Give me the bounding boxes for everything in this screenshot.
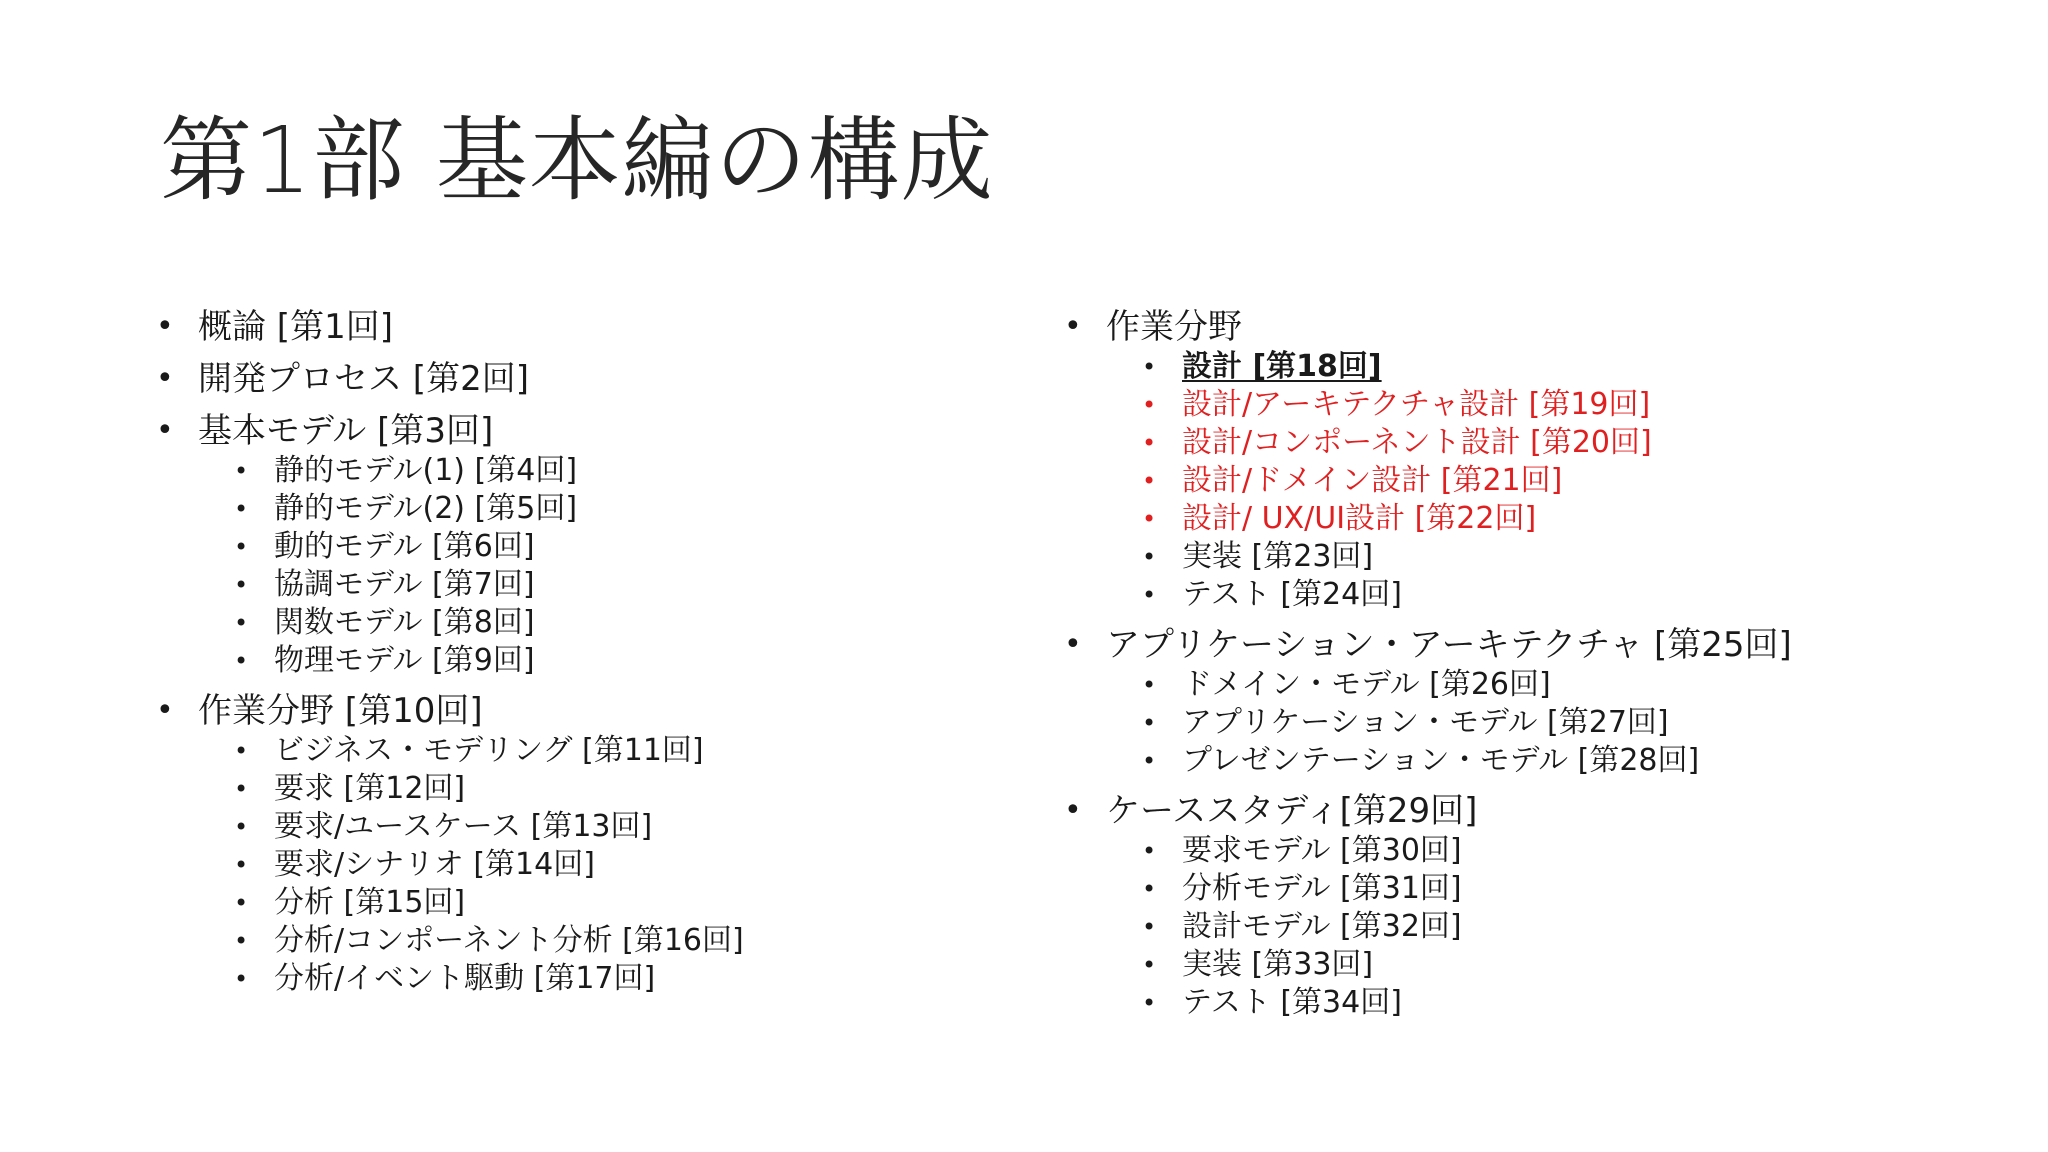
sub-outline-item (1058, 946, 2018, 984)
outline-item-label: 開発プロセス [第2回] (198, 359, 529, 399)
bullet-icon: • (234, 495, 249, 523)
sub-outline-item (150, 884, 1010, 922)
sub-outline-item (1058, 666, 2018, 704)
sub-outline-item (1058, 538, 2018, 576)
sub-outline-item (1058, 386, 2018, 424)
outline-item-label: 概論 [第1回] (198, 307, 393, 347)
bullet-icon: • (1142, 671, 1157, 699)
sub-outline-item (150, 922, 1010, 960)
sub-outline-item-label: 実装 [第33回] (1182, 947, 1374, 982)
outline-item (1058, 302, 2018, 352)
outline-item-label: 作業分野 (1106, 307, 1242, 347)
sub-outline-item-label: ドメイン・モデル [第26回] (1182, 667, 1551, 702)
bullet-icon: • (1142, 913, 1157, 941)
bullet-icon: • (1142, 543, 1157, 571)
bullet-icon: • (234, 571, 249, 599)
sub-outline-item-label: 要求/シナリオ [第14回] (274, 847, 595, 882)
sub-outline-item (150, 808, 1010, 846)
bullet-icon: • (1064, 309, 1082, 344)
sub-outline-item (150, 642, 1010, 680)
sub-outline-item-label: 分析/イベント駆動 [第17回] (274, 961, 656, 996)
bullet-icon: • (1142, 709, 1157, 737)
sub-outline-item-label: 設計/アーキテクチャ設計 [第19回] (1182, 387, 1651, 422)
bullet-icon: • (156, 361, 174, 396)
sub-outline-item-label: アプリケーション・モデル [第27回] (1182, 705, 1669, 740)
bullet-icon: • (234, 737, 249, 765)
sub-outline-item-label: 物理モデル [第9回] (274, 643, 535, 678)
sub-outline-list (1058, 666, 2018, 780)
bullet-icon: • (1142, 581, 1157, 609)
sub-outline-item (1058, 500, 2018, 538)
sub-outline-item-label: 要求/ユースケース [第13回] (274, 809, 653, 844)
sub-outline-item-label: 動的モデル [第6回] (274, 529, 535, 564)
bullet-icon: • (234, 813, 249, 841)
sub-outline-item-label: 設計/ UX/UI設計 [第22回] (1182, 501, 1537, 536)
sub-outline-item-label: テスト [第34回] (1182, 985, 1402, 1020)
bullet-icon: • (234, 927, 249, 955)
outline-item-label: 作業分野 [第10回] (198, 691, 483, 731)
bullet-icon: • (234, 533, 249, 561)
bullet-icon: • (1142, 353, 1157, 381)
sub-outline-item-label: 要求モデル [第30回] (1182, 833, 1462, 868)
sub-outline-item (1058, 742, 2018, 780)
bullet-icon: • (1142, 837, 1157, 865)
sub-outline-item-label: 設計/コンポーネント設計 [第20回] (1182, 425, 1652, 460)
bullet-icon: • (1142, 391, 1157, 419)
sub-outline-item (150, 604, 1010, 642)
bullet-icon: • (1142, 989, 1157, 1017)
sub-outline-item-label: プレゼンテーション・モデル [第28回] (1182, 743, 1700, 778)
sub-outline-item (150, 490, 1010, 528)
sub-outline-list (150, 452, 1010, 680)
sub-outline-item (150, 566, 1010, 604)
sub-outline-item-label: ビジネス・モデリング [第11回] (274, 733, 704, 768)
sub-outline-item (150, 960, 1010, 998)
sub-outline-item-label: テスト [第24回] (1182, 577, 1402, 612)
sub-outline-item (150, 528, 1010, 566)
outline-item (150, 686, 1010, 736)
sub-outline-item-label: 実装 [第23回] (1182, 539, 1374, 574)
sub-outline-item-label: 分析モデル [第31回] (1182, 871, 1462, 906)
sub-outline-item (1058, 576, 2018, 614)
outline-item (1058, 620, 2018, 670)
bullet-icon: • (234, 457, 249, 485)
sub-outline-item-label: 協調モデル [第7回] (274, 567, 535, 602)
sub-outline-item-label: 静的モデル(1) [第4回] (274, 453, 578, 488)
sub-outline-item (150, 452, 1010, 490)
sub-outline-item (1058, 462, 2018, 500)
bullet-icon: • (1142, 951, 1157, 979)
bullet-icon: • (1142, 467, 1157, 495)
bullet-icon: • (234, 775, 249, 803)
bullet-icon: • (234, 965, 249, 993)
outline-item-label: アプリケーション・アーキテクチャ [第25回] (1106, 625, 1792, 665)
sub-outline-item (1058, 984, 2018, 1022)
sub-outline-item-label: 分析 [第15回] (274, 885, 466, 920)
right-outline-list (1058, 302, 2018, 1028)
bullet-icon: • (234, 609, 249, 637)
sub-outline-item (1058, 832, 2018, 870)
sub-outline-list (1058, 348, 2018, 614)
bullet-icon: • (1064, 627, 1082, 662)
sub-outline-item-label: 設計モデル [第32回] (1182, 909, 1462, 944)
sub-outline-item (150, 846, 1010, 884)
bullet-icon: • (156, 413, 174, 448)
sub-outline-item-label: 要求 [第12回] (274, 771, 466, 806)
outline-item (150, 302, 1010, 352)
bullet-icon: • (1142, 505, 1157, 533)
sub-outline-item (1058, 908, 2018, 946)
sub-outline-item-label: 静的モデル(2) [第5回] (274, 491, 578, 526)
sub-outline-item (1058, 348, 2018, 386)
bullet-icon: • (234, 647, 249, 675)
outline-item (1058, 786, 2018, 836)
sub-outline-item (1058, 704, 2018, 742)
left-outline-list (150, 302, 1010, 1004)
outline-item (150, 354, 1010, 404)
sub-outline-item-label: 分析/コンポーネント分析 [第16回] (274, 923, 744, 958)
outline-item-label: 基本モデル [第3回] (198, 411, 494, 451)
bullet-icon: • (1142, 747, 1157, 775)
bullet-icon: • (1142, 429, 1157, 457)
bullet-icon: • (234, 851, 249, 879)
sub-outline-item-label: 設計/ドメイン設計 [第21回] (1182, 463, 1563, 498)
sub-outline-item (1058, 424, 2018, 462)
bullet-icon: • (1064, 793, 1082, 828)
outline-item (150, 406, 1010, 456)
sub-outline-list (1058, 832, 2018, 1022)
bullet-icon: • (156, 693, 174, 728)
sub-outline-item (1058, 870, 2018, 908)
bullet-icon: • (234, 889, 249, 917)
slide-title: 第1部 基本編の構成 (160, 107, 994, 214)
sub-outline-item (150, 770, 1010, 808)
bullet-icon: • (156, 309, 174, 344)
sub-outline-item (150, 732, 1010, 770)
bullet-icon: • (1142, 875, 1157, 903)
outline-item-label: ケーススタディ[第29回] (1106, 791, 1478, 831)
sub-outline-list (150, 732, 1010, 998)
sub-outline-item-label: 関数モデル [第8回] (274, 605, 535, 640)
sub-outline-item-label: 設計 [第18回] (1182, 349, 1382, 384)
